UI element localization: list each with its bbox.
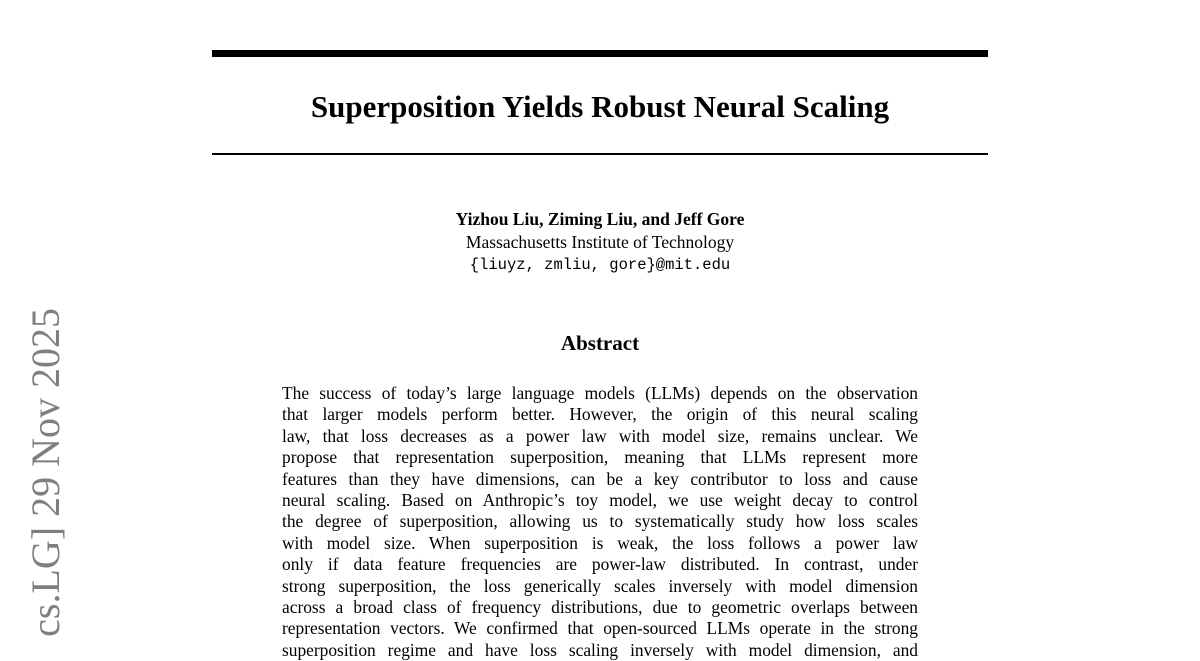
abstract-body [282,383,918,661]
abstract-line: neural scaling. Based on Anthropic’s toy model, we use weight decay to control [282,489,918,510]
abstract-line: across a broad class of frequency distributions, due to geometric overlaps between [282,596,918,617]
abstract-line: features than they have dimensions, can be a key contributor to loss and cause [282,468,918,489]
abstract-line: with model size. When superposition is weak, the loss follows a power law [282,532,918,553]
abstract-line: that larger models perform better. However, the origin of this neural scaling [282,404,918,425]
abstract-line: only if data feature frequencies are power-law distributed. In contrast, under [282,554,918,575]
author-affiliation: Massachusetts Institute of Technology [465,232,735,252]
abstract-line: superposition regime and have loss scaling inversely with model dimension, and [282,639,918,660]
author-emails: {liuyz, zmliu, gore}@mit.edu [469,256,731,274]
title-top-rule [212,50,988,57]
abstract-line: law, that loss decreases as a power law with model size, remains unclear. We [282,425,918,446]
arxiv-identifier-stamp: cs.LG] 29 Nov 2025 [23,308,68,637]
abstract-line: the degree of superposition, allowing us to systematically study how loss scales [282,511,918,532]
abstract-line: The success of today’s large language models (LLMs) depends on the observation [282,383,918,403]
abstract-line: propose that representation superposition, meaning that LLMs represent more [282,447,918,468]
author-list: Yizhou Liu, Ziming Liu, and Jeff Gore [455,209,745,229]
abstract-line: representation vectors. We confirmed that open-sourced LLMs operate in the strong [282,618,918,639]
abstract-line: strong superposition, the loss generically scales inversely with model dimension [282,575,918,596]
paper-title: Superposition Yields Robust Neural Scaling [310,89,890,124]
title-bottom-rule [212,153,988,155]
abstract-heading: Abstract [560,331,640,355]
